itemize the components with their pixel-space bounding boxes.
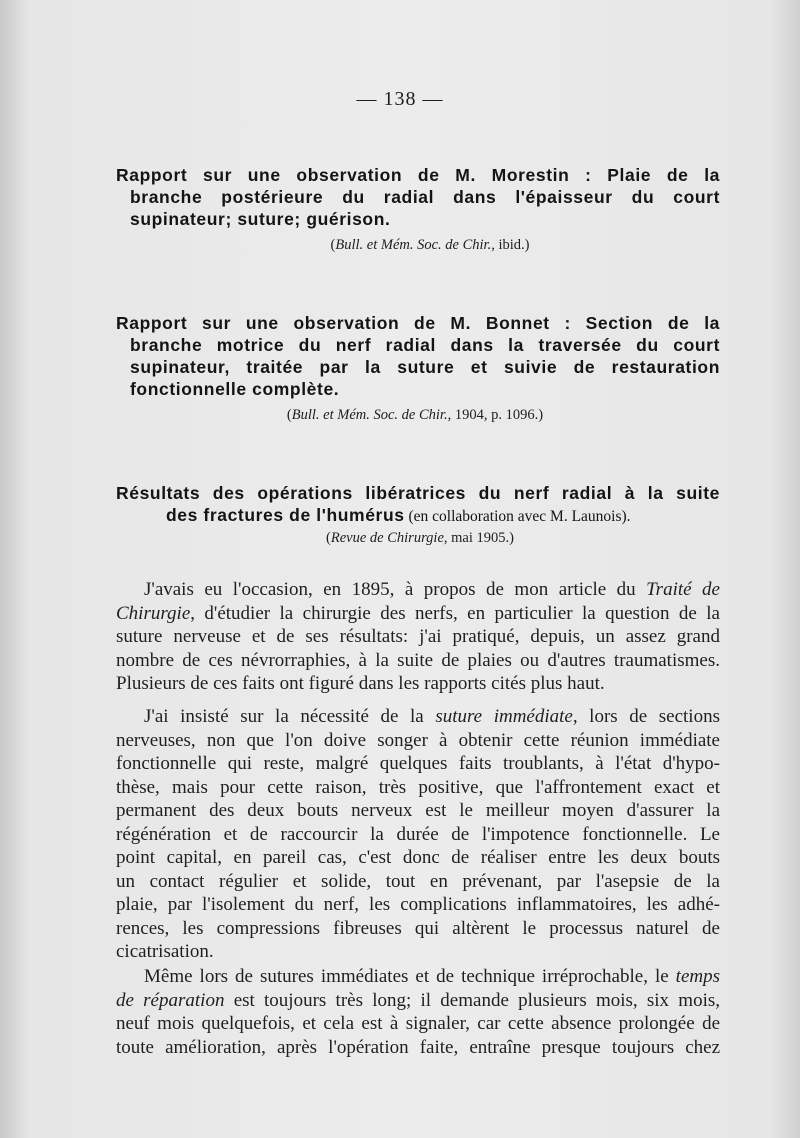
heading-note: (en collaboration avec M. Launois). [404, 508, 631, 525]
text-line: suture nerveuse et de ses résultats: j'ai pratiqué, depuis, un assez grand [116, 626, 720, 647]
text-line: plaie, par l'isolement du nerf, les complications inflammatoires, les adhé- [116, 894, 720, 915]
heading-line: Résultats des opérations libératrices du nerf radial à la suite [116, 483, 720, 503]
text-line: Chirurgie, d'étudier la chirurgie des nerfs, en particulier la question de la [116, 602, 720, 624]
text-line: un contact régulier et solide, tout en prévenant, par l'asepsie de la [116, 870, 720, 892]
heading-line: fonctionnelle complète. [130, 379, 340, 399]
paragraph-1 [116, 578, 720, 696]
text-line: Plusieurs de ces faits ont figuré dans les rapports cités plus haut. [116, 673, 605, 694]
heading-line: des fractures de l'humérus (en collaboration avec M. Launois). [166, 505, 631, 525]
page-number: — 138 — [356, 88, 444, 110]
citation-morestin: (Bull. et Mém. Soc. de Chir., ibid.) [330, 237, 530, 253]
text-line: nerveuses, non que l'on doive songer à obtenir cette réunion immédiate [116, 729, 720, 751]
heading-line: supinateur; suture; guérison. [130, 209, 391, 229]
paragraph-2 [116, 705, 720, 964]
text-line: thèse, mais pour cette raison, très positive, que l'affrontement exact et [116, 776, 720, 798]
citation-source: Bull. et Mém. Soc. de Chir. [335, 237, 492, 253]
section-heading-resultats [116, 482, 720, 528]
citation-bonnet: (Bull. et Mém. Soc. de Chir., 1904, p. 1096.) [286, 407, 544, 423]
text-line: régénération et de raccourcir la durée de l'impotence fonctionnelle. Le [116, 823, 720, 845]
text-line: neuf mois quelquefois, et cela est à signaler, car cette absence prolongée de [116, 1013, 720, 1034]
text-line: J'ai insisté sur la nécessité de la suture immédiate, lors de sections [144, 706, 720, 727]
text-line: J'avais eu l'occasion, en 1895, à propos de mon article du Traité de [144, 579, 720, 600]
citation-source: Bull. et Mém. Soc. de Chir. [291, 407, 448, 423]
heading-line: Rapport sur une observation de M. Bonnet : Section de la [116, 313, 720, 333]
section-heading-morestin [116, 164, 720, 230]
text-line: Même lors de sutures immédiates et de technique irréprochable, le temps [144, 966, 720, 987]
section-heading-bonnet [116, 312, 720, 400]
text-line: cicatrisation. [116, 941, 214, 962]
heading-line: branche motrice du nerf radial dans la traversée du court [130, 335, 720, 355]
text-line: fonctionnelle qui reste, malgré quelques faits troublants, à l'état d'hypo- [116, 753, 720, 774]
heading-line: branche postérieure du radial dans l'épaisseur du court [130, 187, 720, 207]
text-line: permanent des deux bouts nerveux est le meilleur moyen d'assurer la [116, 800, 720, 821]
heading-line: Rapport sur une observation de M. Morestin : Plaie de la [116, 165, 720, 185]
heading-line: supinateur, traitée par la suture et suivie de restauration [130, 357, 720, 377]
text-line: point capital, en pareil cas, c'est donc de réaliser entre les deux bouts [116, 847, 720, 868]
text-line: rences, les compressions fibreuses qui altèrent le processus naturel de [116, 917, 720, 939]
paragraph-3 [116, 965, 720, 1059]
citation-source: Revue de Chirurgie [330, 530, 444, 546]
text-line: de réparation est toujours très long; il demande plusieurs mois, six mois, [116, 989, 720, 1011]
text-line: toute amélioration, après l'opération faite, entraîne presque toujours chez [116, 1036, 720, 1058]
text-line: nombre de ces névrorraphies, à la suite de plaies ou d'autres traumatismes. [116, 649, 720, 671]
citation-resultats: (Revue de Chirurgie, mai 1905.) [326, 530, 514, 546]
